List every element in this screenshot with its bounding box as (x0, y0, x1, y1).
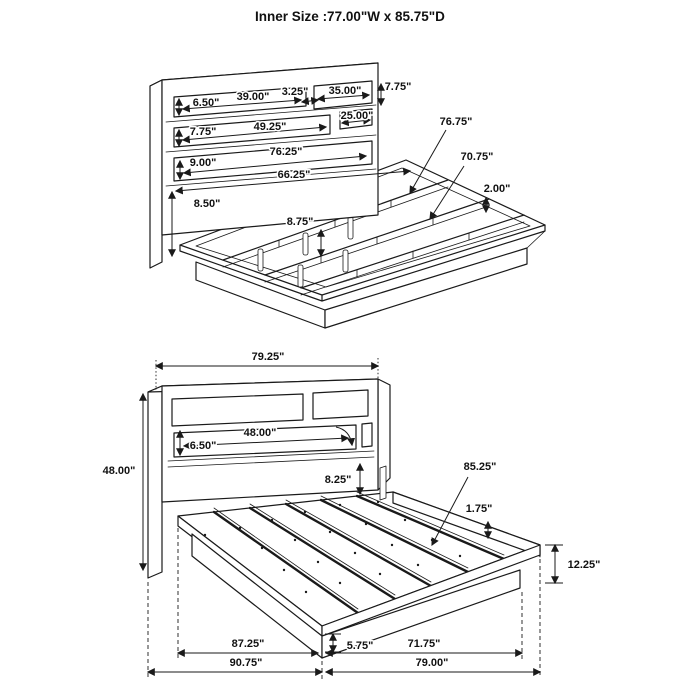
dim-overall-width: 90.75" (229, 657, 263, 669)
dim-rail-thickness: 2.00" (483, 183, 511, 195)
platform-deck (178, 492, 540, 658)
dim-bottom-shelf-width: 76.25" (269, 146, 303, 158)
dim-headboard-height: 48.00" (102, 465, 136, 477)
dim-mid-shelf-width: 49.25" (253, 121, 287, 133)
overall-view (103, 351, 601, 680)
headboard-left-post (150, 80, 162, 268)
dim-shelf-opening-height: 6.50" (189, 440, 217, 452)
dim-outer-rail-length: 76.75" (439, 116, 473, 128)
rail-bracket (380, 466, 386, 500)
dim-headboard-base-height: 8.50" (193, 198, 221, 210)
dim-mid-shelf-height: 7.75" (189, 126, 217, 138)
headboard-left-post (148, 386, 162, 578)
dim-mid-right-shelf-width: 25.00" (340, 110, 374, 122)
dim-overall-depth: 79.00" (415, 657, 449, 669)
dim-base-front-width: 87.25" (231, 638, 265, 650)
mini-cubby (362, 423, 372, 447)
dim-top-right-shelf-width: 35.00" (328, 85, 362, 97)
dim-frame-opening-width: 66.25" (277, 169, 311, 181)
dim-support-leg-height: 8.75" (286, 216, 314, 228)
dim-deck-depth: 85.25" (463, 461, 497, 473)
cubby-opening-right (313, 390, 368, 419)
dim-top-shelf-width: 39.00" (236, 91, 270, 103)
dim-inner-rail-length: 70.75" (460, 151, 494, 163)
dim-plank-thickness: 1.75" (465, 503, 493, 515)
dim-platform-height: 12.25" (567, 559, 601, 571)
dim-headboard-width: 79.25" (251, 351, 285, 363)
dim-top-right-shelf-height: 7.75" (384, 81, 412, 93)
cubby-opening-left (172, 394, 303, 426)
dim-headboard-to-deck: 8.25" (324, 474, 352, 486)
dim-base-side-depth: 71.75" (407, 638, 441, 650)
dim-base-lip-height: 5.75" (346, 640, 374, 652)
dim-shelf-opening-width: 48.00" (243, 427, 277, 439)
assembled-view (150, 63, 545, 328)
dim-bottom-shelf-height: 9.00" (189, 157, 217, 169)
page-title: Inner Size :77.00"W x 85.75"D (255, 9, 445, 24)
dim-shelf-divider: 3.25" (281, 86, 309, 98)
dim-top-shelf-height: 6.50" (192, 97, 220, 109)
